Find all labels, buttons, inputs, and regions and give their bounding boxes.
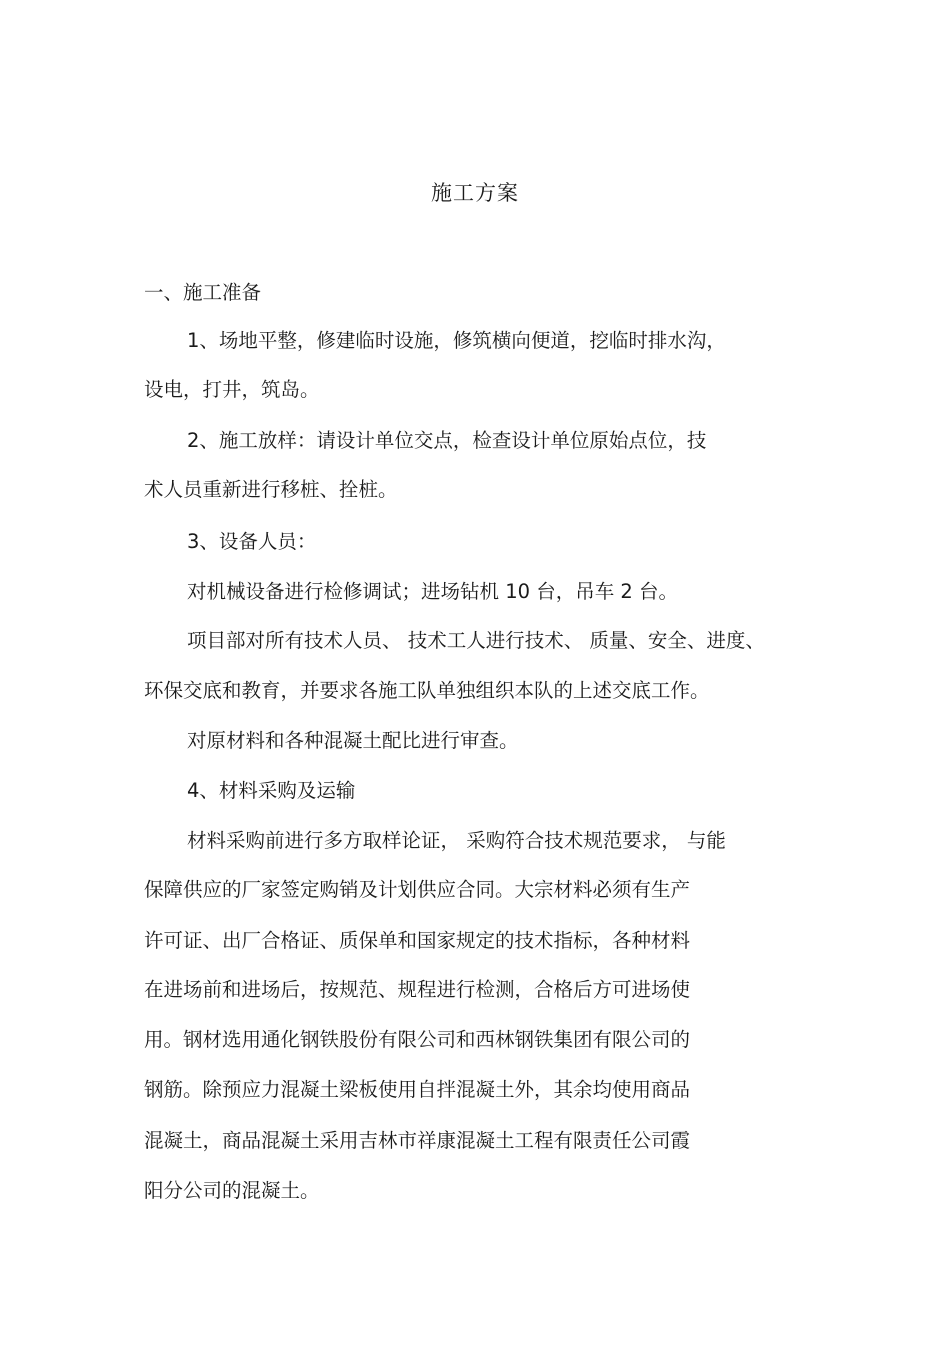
section-heading: 一、施工准备: [144, 281, 262, 304]
paragraph-line: 项目部对所有技术人员、 技术工人进行技术、 质量、安全、进度、: [187, 629, 765, 652]
paragraph-line: 1、场地平整，修建临时设施，修筑横向便道，挖临时排水沟，: [187, 329, 726, 352]
paragraph-line: 术人员重新进行移桩、拴桩。: [144, 478, 398, 501]
paragraph-line: 2、施工放样：请设计单位交点，检查设计单位原始点位，技: [187, 429, 707, 452]
paragraph-line: 3、设备人员：: [187, 530, 317, 553]
paragraph-line: 阳分公司的混凝土。: [144, 1179, 320, 1202]
paragraph-line: 设电，打井，筑岛。: [144, 378, 320, 401]
paragraph-line: 4、材料采购及运输: [187, 779, 356, 802]
paragraph-line: 用。钢材选用通化钢铁股份有限公司和西林钢铁集团有限公司的: [144, 1028, 691, 1051]
paragraph-line: 保障供应的厂家签定购销及计划供应合同。大宗材料必须有生产: [144, 878, 691, 901]
paragraph-line: 许可证、出厂合格证、质保单和国家规定的技术指标，各种材料: [144, 929, 691, 952]
paragraph-line: 在进场前和进场后，按规范、规程进行检测，合格后方可进场使: [144, 978, 691, 1001]
paragraph-line: 对机械设备进行检修调试；进场钻机 10 台，吊车 2 台。: [187, 580, 679, 603]
paragraph-line: 钢筋。除预应力混凝土梁板使用自拌混凝土外，其余均使用商品: [144, 1078, 691, 1101]
paragraph-line: 对原材料和各种混凝土配比进行审查。: [187, 729, 519, 752]
paragraph-line: 混凝土，商品混凝土采用吉林市祥康混凝土工程有限责任公司霞: [144, 1129, 691, 1152]
paragraph-line: 环保交底和教育，并要求各施工队单独组织本队的上述交底工作。: [144, 679, 710, 702]
document-title: 施工方案: [431, 181, 519, 205]
paragraph-line: 材料采购前进行多方取样论证， 采购符合技术规范要求， 与能: [187, 829, 726, 852]
